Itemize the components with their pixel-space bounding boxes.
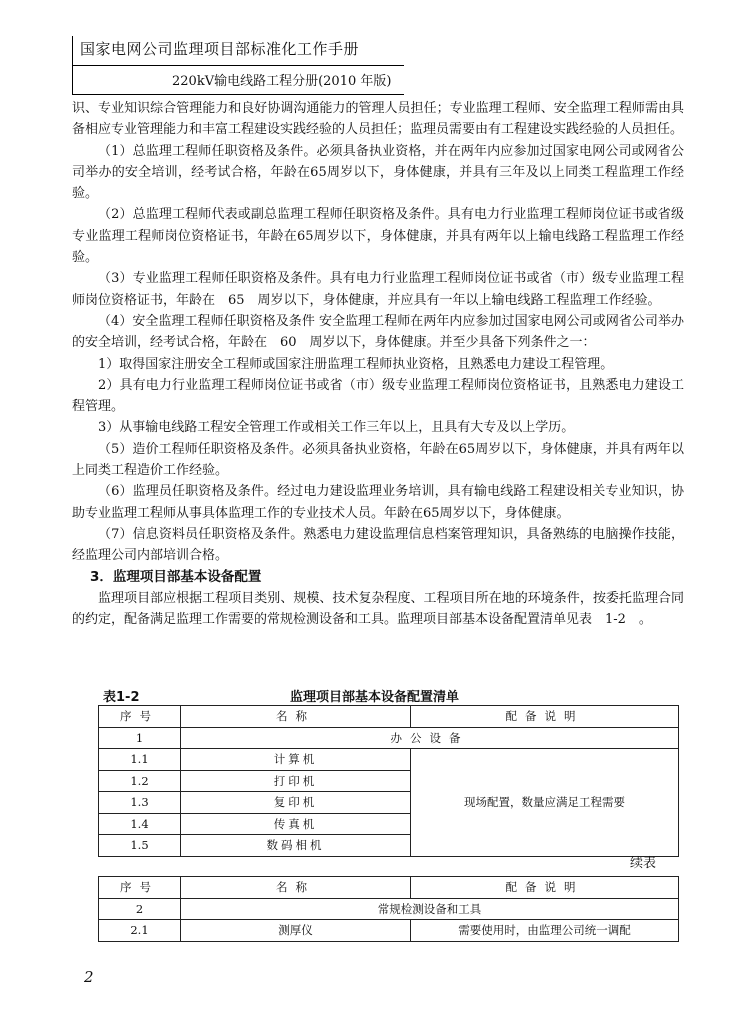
table-cell: 测厚仪 [181,920,411,942]
table-row [99,749,679,771]
table-header-cell: 配备说明 [411,706,679,728]
table-cell: 2.1 [99,920,181,942]
paragraph: 监理项目部应根据工程项目类别、规模、技术复杂程度、工程项目所在地的环境条件，按委托监理合同的约定，配备满足监理工作需要的常规检测设备和工具。监理项目部基本设备配置清单见表 1-2 。 [72,590,684,628]
table-header-cell: 名称 [181,877,411,899]
equipment-table-continued [98,876,679,942]
equipment-table [98,705,679,857]
header-rule-bottom [72,94,404,95]
table-caption-label: 表1-2 [103,690,140,705]
continued-label: 续表 [630,856,657,871]
paragraph: （3）专业监理工程师任职资格及条件。具有电力行业监理工程师岗位证书或省（市）级专业监理工程师岗位资格证书，年龄在 65 周岁以下，身体健康，并应具有一年以上输电线路工程监理工作经验。 [72,271,684,308]
header-title: 国家电网公司监理项目部标准化工作手册 [80,40,360,58]
table-cell: 现场配置，数量应满足工程需要 [411,749,679,857]
table-header-cell: 配备说明 [411,877,679,899]
table-header-row [99,877,679,899]
header-rule [72,65,404,66]
paragraph: （2）总监理工程师代表或副总监理工程师任职资格及条件。具有电力行业监理工程师岗位证书或省级专业监理工程师岗位资格证书，年龄在65周岁以下，身体健康，并具有两年以上输电线路工程监理工作经验。 [72,207,684,266]
paragraph: （7）信息资料员任职资格及条件。熟悉电力建设监理信息档案管理知识，具备熟练的电脑操作技能，经监理公司内部培训合格。 [72,526,684,564]
table-cell: 2 [99,898,181,920]
page-number: 2 [84,968,94,986]
table-cell: 1 [99,727,181,749]
table-header-cell: 序号 [99,706,181,728]
table-cell: 数码相机 [181,835,411,857]
paragraph: （4）安全监理工程师任职资格及条件 安全监理工程师在两年内应参加过国家电网公司或网省公司举办的安全培训，经考试合格，年龄在 60 周岁以下，身体健康。并至少具备下列条件之一： [72,313,684,351]
table-header-row [99,706,679,728]
paragraph: （1）总监理工程师任职资格及条件。必须具备执业资格，并在两年内应参加过国家电网公司或网省公司举办的安全培训，经考试合格，年龄在65周岁以下，身体健康，并具有三年及以上同类工程监理工作经验。 [72,143,684,202]
paragraph: （6）监理员任职资格及条件。经过电力建设监理业务培训，具有输电线路工程建设相关专业知识，协助专业监理工程师从事具体监理工作的专业技术人员。年龄在65周岁以下，身体健康。 [72,484,684,521]
table-cell: 计算机 [181,749,411,771]
table-header-cell: 名称 [181,706,411,728]
table-row [99,898,679,920]
table-cell: 复印机 [181,792,411,814]
table-cell: 1.4 [99,813,181,835]
paragraph: 1）取得国家注册安全工程师或国家注册监理工程师执业资格，且熟悉电力建设工程管理。 [98,356,614,372]
table-cell: 1.3 [99,792,181,814]
table-row [99,920,679,942]
table-cell: 1.1 [99,749,181,771]
table-row [99,727,679,749]
paragraph: 识、专业知识综合管理能力和良好协调沟通能力的管理人员担任；专业监理工程师、安全监理工程师需由具备相应专业管理能力和丰富工程建设实践经验的人员担任；监理员需要由有工程建设实践经验的人员担任。 [72,101,684,138]
table-cell: 1.5 [99,835,181,857]
table-cell: 需要使用时，由监理公司统一调配 [411,920,679,942]
table-header-cell: 序号 [99,877,181,899]
table-cell: 1.2 [99,770,181,792]
table-cell: 办公设备 [181,727,679,749]
paragraph: 2）具有电力行业监理工程师岗位证书或省（市）级专业监理工程师岗位资格证书，且熟悉电力建设工程管理。 [72,377,684,415]
paragraph: （5）造价工程师任职资格及条件。必须具备执业资格，年龄在65周岁以下，身体健康，并具有两年以上同类工程造价工作经验。 [72,441,684,479]
header-subtitle: 220kV输电线路工程分册(2010 年版) [172,74,392,89]
paragraph: 3）从事输电线路工程安全管理工作或相关工作三年以上，且具有大专及以上学历。 [98,420,575,436]
table-cell: 常规检测设备和工具 [181,898,679,920]
table-cell: 传真机 [181,813,411,835]
table-caption-title: 监理项目部基本设备配置清单 [290,690,460,705]
section-heading: 3．监理项目部基本设备配置 [90,568,262,585]
body-text [72,98,684,630]
table-cell: 打印机 [181,770,411,792]
